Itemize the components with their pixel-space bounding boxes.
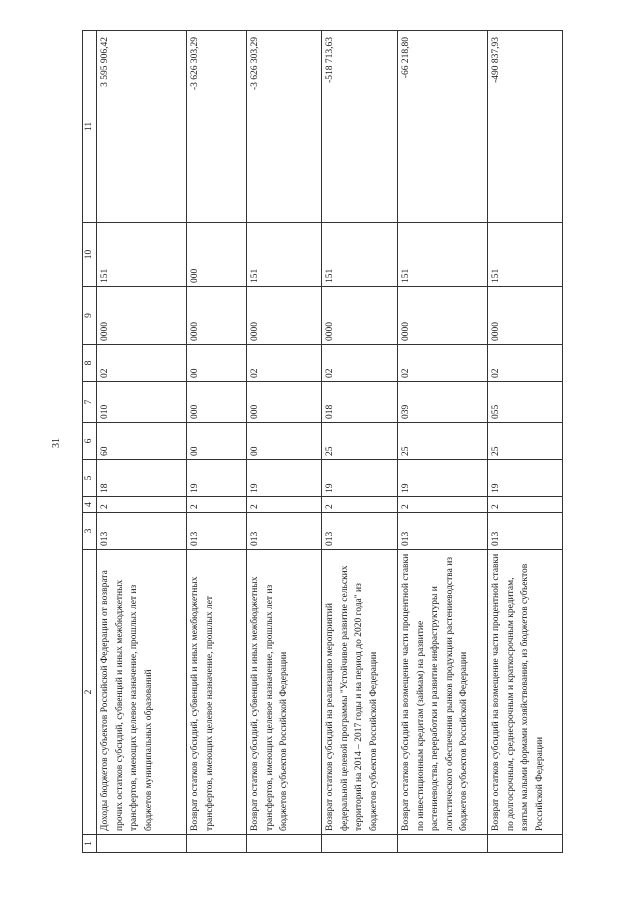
cell-col4: 2 (247, 497, 322, 513)
cell-description: Возврат остатков субсидий на реализацию мероприятий федеральной целевой программы "Устойчивое развитие сельских территорий на 2014 – 2017 годы и на период до 2020 года" из бюджетов субъектов Российской Федерации (322, 550, 398, 835)
cell-col5: 19 (247, 460, 322, 497)
cell-col9: 0000 (322, 287, 398, 345)
budget-table (82, 30, 563, 853)
header-cell: 10 (83, 223, 97, 287)
cell-col8: 00 (187, 345, 247, 382)
table-row (187, 31, 247, 853)
header-cell: 3 (83, 513, 97, 550)
cell-col5: 19 (322, 460, 398, 497)
cell-col6: 25 (488, 423, 563, 460)
cell-col6: 60 (97, 423, 187, 460)
cell-description: Возврат остатков субсидий, субвенций и иных межбюджетных трансфертов, имеющих целевое назначение, прошлых лет (187, 550, 247, 835)
table-row (247, 31, 322, 853)
cell-description: Возврат остатков субсидий, субвенций и иных межбюджетных трансфертов, имеющих целевое назначение, прошлых лет из бюджетов субъектов Российской Федерации (247, 550, 322, 835)
cell-col5: 19 (187, 460, 247, 497)
cell-col7: 000 (247, 382, 322, 423)
cell-col4: 2 (187, 497, 247, 513)
cell-col10: 151 (398, 223, 488, 287)
cell-description: Возврат остатков субсидий на возмещение части процентной ставки по инвестиционным кредитам (займам) на развитие растениеводства, переработки и развитие инфраструктуры и логистического обеспечения рынков продукции растениеводства из бюджетов субъектов Российской Федерации (398, 550, 488, 835)
table-row (398, 31, 488, 853)
cell-amount: -3 626 303,29 (247, 31, 322, 223)
table-row (322, 31, 398, 853)
cell-col10: 151 (488, 223, 563, 287)
cell-col4: 2 (398, 497, 488, 513)
cell-col1 (322, 835, 398, 853)
header-cell: 8 (83, 345, 97, 382)
cell-col9: 0000 (97, 287, 187, 345)
cell-col3: 013 (322, 513, 398, 550)
cell-col9: 0000 (398, 287, 488, 345)
cell-col3: 013 (398, 513, 488, 550)
cell-col8: 02 (322, 345, 398, 382)
cell-col4: 2 (488, 497, 563, 513)
cell-col8: 02 (97, 345, 187, 382)
table-header-row (83, 31, 97, 853)
header-cell: 7 (83, 382, 97, 423)
cell-description: Доходы бюджетов субъектов Российской Федерации от возврата прочих остатков субсидий, субвенций и иных межбюджетных трансфертов, имеющих целевое назначение, прошлых лет из бюджетов муниципальных образований (97, 550, 187, 835)
header-cell: 6 (83, 423, 97, 460)
cell-col6: 00 (247, 423, 322, 460)
cell-col8: 02 (488, 345, 563, 382)
page-number: 31 (51, 438, 62, 448)
cell-col10: 151 (97, 223, 187, 287)
cell-col9: 0000 (187, 287, 247, 345)
cell-col3: 013 (97, 513, 187, 550)
cell-col9: 0000 (247, 287, 322, 345)
table-container (82, 31, 563, 853)
cell-col7: 018 (322, 382, 398, 423)
header-cell: 9 (83, 287, 97, 345)
header-cell: 11 (83, 31, 97, 223)
cell-col6: 25 (322, 423, 398, 460)
cell-col3: 013 (247, 513, 322, 550)
header-cell: 4 (83, 497, 97, 513)
cell-col4: 2 (97, 497, 187, 513)
cell-col1 (488, 835, 563, 853)
cell-col3: 013 (488, 513, 563, 550)
cell-col8: 02 (398, 345, 488, 382)
cell-col4: 2 (322, 497, 398, 513)
header-cell: 1 (83, 835, 97, 853)
cell-amount: -3 626 303,29 (187, 31, 247, 223)
cell-col8: 02 (247, 345, 322, 382)
cell-col7: 039 (398, 382, 488, 423)
cell-col10: 151 (247, 223, 322, 287)
cell-col1 (187, 835, 247, 853)
cell-col1 (398, 835, 488, 853)
cell-col1 (97, 835, 187, 853)
header-cell: 2 (83, 550, 97, 835)
cell-col5: 18 (97, 460, 187, 497)
cell-col3: 013 (187, 513, 247, 550)
cell-col1 (247, 835, 322, 853)
cell-col7: 055 (488, 382, 563, 423)
cell-col5: 19 (398, 460, 488, 497)
cell-amount: -490 837,93 (488, 31, 563, 223)
cell-col10: 000 (187, 223, 247, 287)
cell-col6: 00 (187, 423, 247, 460)
cell-amount: 3 595 906,42 (97, 31, 187, 223)
cell-col5: 19 (488, 460, 563, 497)
cell-col7: 010 (97, 382, 187, 423)
cell-col9: 0000 (488, 287, 563, 345)
cell-col6: 25 (398, 423, 488, 460)
cell-col7: 000 (187, 382, 247, 423)
cell-amount: -518 713,63 (322, 31, 398, 223)
header-cell: 5 (83, 460, 97, 497)
cell-amount: -66 218,80 (398, 31, 488, 223)
cell-description: Возврат остатков субсидий на возмещение части процентной ставки по долгосрочным, среднесрочным и краткосрочным кредитам, взятым малыми формами хозяйствования, из бюджетов субъектов Российской Федерации (488, 550, 563, 835)
cell-col10: 151 (322, 223, 398, 287)
table-row (97, 31, 187, 853)
table-row (488, 31, 563, 853)
